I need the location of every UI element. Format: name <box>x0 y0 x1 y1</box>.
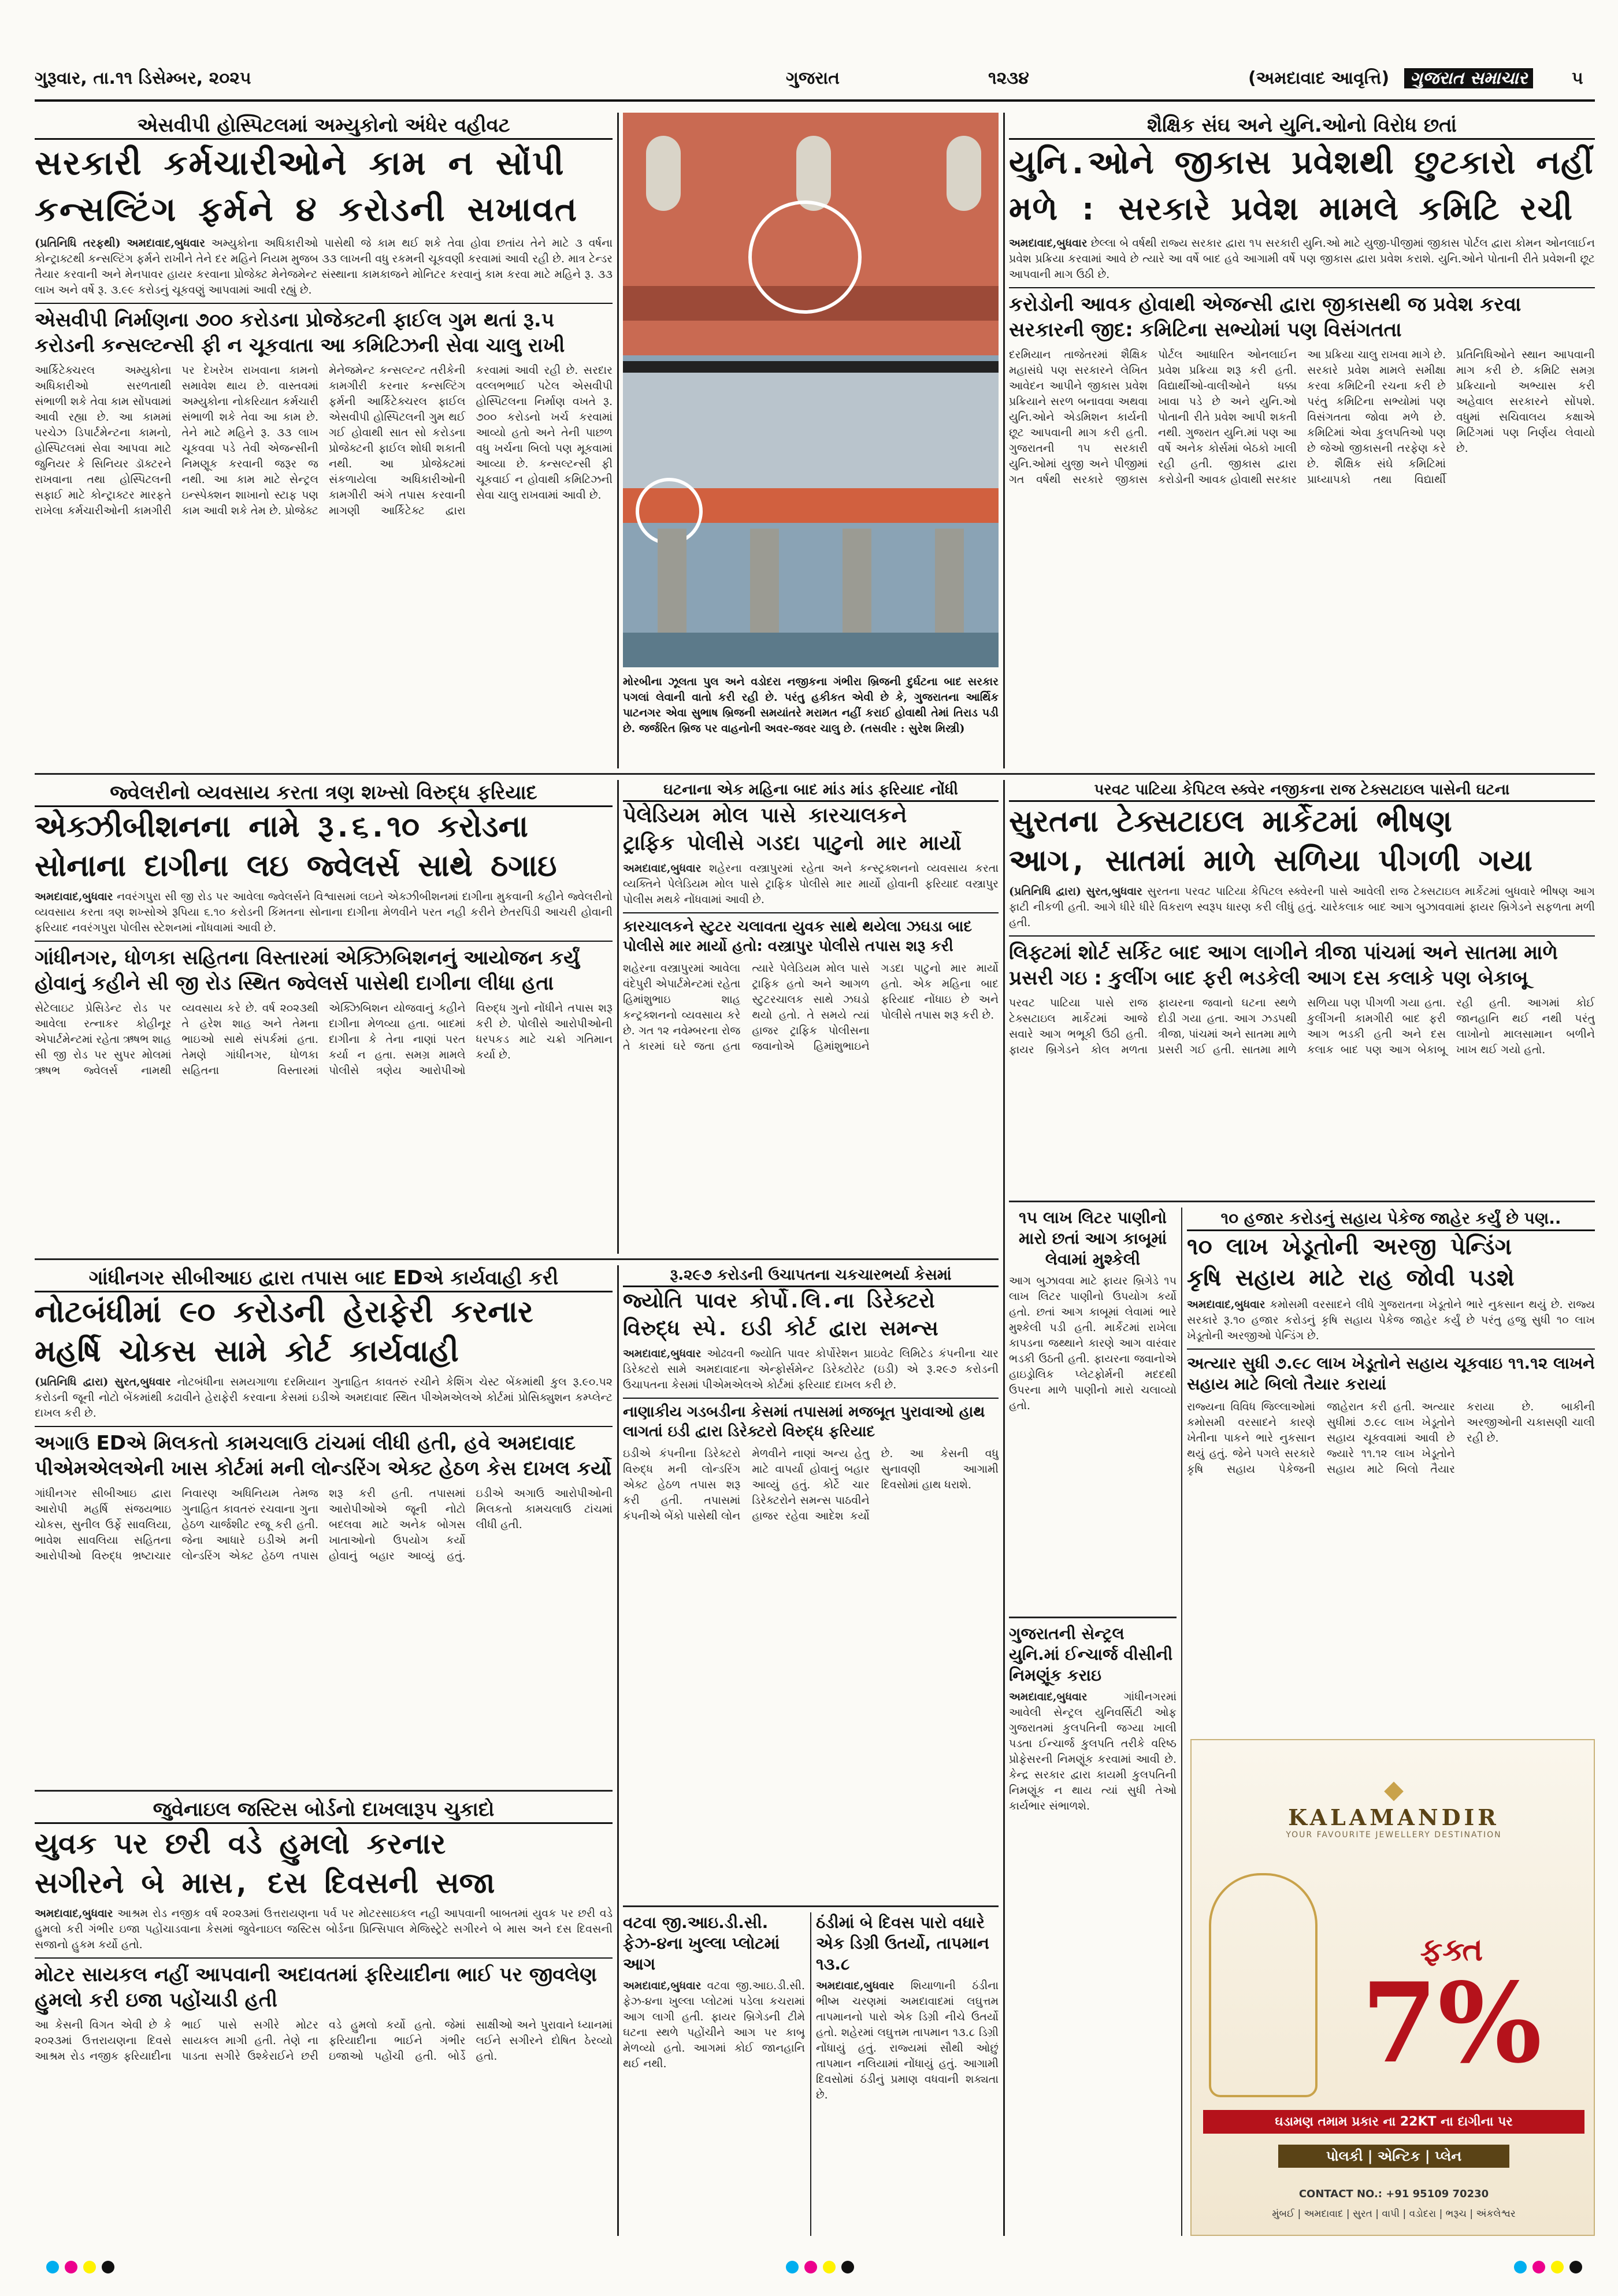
dateline: અમદાવાદ,બુધવાર <box>623 862 702 875</box>
ad-tagline: YOUR FAVOURITE JEWELLERY DESTINATION <box>1286 1830 1502 1840</box>
story-kicker: પરવટ પાટિયા કેપિટલ સ્ક્વેર નજીકના રાજ ટેક્સટાઇલ પાસેની ઘટના <box>1009 780 1595 802</box>
story-headline: યુનિ.ઓને જીકાસ પ્રવેશથી છુટકારો નહીં <box>1009 144 1594 181</box>
kalamandir-ad[interactable] <box>1190 1739 1595 2236</box>
section-rule <box>35 773 1595 775</box>
section-rule <box>623 1905 999 1907</box>
story-headline-2: કૃષિ સહાય માટે રાહ જોવી પડશે <box>1187 1265 1515 1291</box>
story-kicker: શૈક્ષિક સંઘ અને યુનિ.ઓનો વિરોધ છતાં <box>1009 113 1595 140</box>
story-kicker: ઘટનાના એક મહિના બાદ માંડ માંડ ફરિયાદ નોંધી <box>623 780 999 802</box>
column-rule <box>617 780 619 1254</box>
masthead-date: ગુરૂવાર, તા.૧૧ ડિસેમ્બર, ૨૦૨૫ <box>35 68 251 88</box>
story-body: આગ બુઝાવવા માટે ફાયર બ્રિગેડે ૧૫ લાખ લિટર પાણીનો ઉપયોગ કર્યો હતો. છતાં આગ કાબૂમાં લેવામાં ભારે મુશ્કેલી પડી હતી. માર્કેટમાં રાખેલા કાપડના જથ્થાને કારણે આગ વારંવાર ભડકી ઉઠતી હતી. ફાયરના જવાનોએ હાઇડ્રોલિક પ્લેટફોર્મની મદદથી ઉપરના માળે પાણીનો મારો ચલાવ્યો હતો. <box>1009 1275 1177 1412</box>
story-vatva-fire <box>623 1912 805 2236</box>
kalamandir-logo-icon: ◆ <box>1384 1775 1404 1804</box>
story-body: આર્કિટેક્ચરલ અમ્યુકોના અધિકારીઓ સરળતાથી સંભાળી શકે તેવા કામ સોંપવામાં આવી રહ્યા છે. આ કામમાં પરચેઝ ડિપાર્ટમેન્ટના કામનો, હોસ્પિટલમાં સેવા આપવા માટે જુનિયર કે સિનિયર ડૉક્ટરને રાખવાના તથા હોસ્પિટલની સફાઈ માટે કોન્ટ્રાક્ટર મારફતે રાખેલા કર્મચારીઓની કામગીરી પર દેખરેખ રાખવાના કામનો સમાવેશ થાય છે. વાસ્તવમાં અમ્યુકોના નોકરિયાત કર્મચારી સંભાળી શકે તેવા આ કામ છે. તેને માટે મહિને રૂ. ૩૩ લાખ ચૂકવવા પડે તેવી એજન્સીની નિમણૂક કરવાની જરૂર જ નથી. આ કામ માટે સેન્ટ્રલ ઇન્સ્પેક્શન શાખાનો સ્ટાફ પણ કામ આવી શકે તેમ છે. પ્રોજેક્ટ મેનેજમેન્ટ કન્સલ્ટન્ટ તરીકેની કામગીરી કરનાર કન્સલ્ટિંગ ફર્મની આર્કિટેક્ચરલ ફાઈલ એસવીપી હોસ્પિટલની ગુમ થઈ ગઈ હોવાથી સાત સો કરોડના પ્રોજેક્ટની ફાઈલ શોધી શકાતી નથી. આ પ્રોજેક્ટમાં સંકળાયેલા અધિકારીઓની કામગીરી અંગે તપાસ કરવાની માગણી આર્કિટેક્ટ દ્વારા કરવામાં આવી રહી છે. સરદાર વલ્લભભાઈ પટેલ એસવીપી હોસ્પિટલના નિર્માણ વખતે રૂ. ૭૦૦ કરોડનો ખર્ચ કરવામાં આવ્યો હતો અને તેની પાછળ વધુ ખર્ચના બિલો પણ મૂકવામાં આવ્યા છે. કન્સલ્ટન્સી ફી ચૂકવાઈ ન હોવાથી કમિટિઝની સેવા ચાલુ રાખવામાં આવી છે. <box>35 364 613 517</box>
story-headline-2: મળે : સરકારે પ્રવેશ મામલે કમિટિ રચી <box>1009 190 1574 228</box>
story-body: રાજ્યના વિવિધ જિલ્લાઓમાં કમોસમી વરસાદને કારણે ખેતીના પાકને ભારે નુકસાન થયું હતું. જેને પગલે સરકારે કૃષિ સહાય પેકેજની જાહેરાત કરી હતી. અત્યાર સુધીમાં ૭.૯૮ લાખ ખેડૂતોને સહાય ચૂકવવામાં આવી છે જ્યારે ૧૧.૧૨ લાખ ખેડૂતોને સહાય માટે બિલો તૈયાર કરાયા છે. બાકીની અરજીઓની ચકાસણી ચાલી રહી છે. <box>1187 1400 1595 1476</box>
story-headline-2: કન્સલ્ટિંગ ફર્મને ૪ કરોડની સખાવત <box>35 190 578 229</box>
story-headline-2: ટ્રાફિક પોલીસે ગડદા પાટુનો માર માર્યો <box>623 831 962 855</box>
story-headline: વટવા જી.આઇ.ડી.સી. ફેઝ-૪ના ખુલ્લા પ્લોટમાં આગ <box>623 1913 780 1974</box>
registration-dot-cyan <box>46 2261 59 2273</box>
story-kicker: જ્વેલરીનો વ્યવસાય કરતા ત્રણ શખ્સો વિરુદ્ધ ફરિયાદ <box>35 780 613 807</box>
dateline: અમદાવાદ,બુધવાર <box>1009 1691 1088 1703</box>
registration-dot-black <box>1569 2261 1582 2273</box>
registration-dot-magenta <box>1532 2261 1545 2273</box>
story-body: ગાંધીનગર સીબીઆઇ દ્વારા આરોપી મહર્ષિ સંજયભાઇ ચોકસ, સુનીલ ઉર્ફે સાવલિયા, ભાવેશ સાવલિયા સહિતના આરોપીઓ વિરુદ્ધ ભ્રષ્ટાચાર નિવારણ અધિનિયમ તેમજ ગુનાહિત કાવતરું રચવાના ગુના હેઠળ ચાર્જશીટ રજૂ કરી હતી. જેના આધારે ઇડીએ મની લોન્ડરિંગ એક્ટ હેઠળ તપાસ શરૂ કરી હતી. તપાસમાં આરોપીઓએ જૂની નોટો બદલવા માટે અનેક બોગસ ખાતાઓનો ઉપયોગ કર્યો હોવાનું બહાર આવ્યું હતું. ઇડીએ અગાઉ આરોપીઓની મિલકતો કામચલાઉ ટાંચમાં લીધી હતી. <box>35 1487 613 1562</box>
column-rule <box>617 1265 619 2236</box>
byline: (પ્રતિનિધિ દ્વારા) <box>1009 885 1081 898</box>
story-headline-2: સોનાના દાગીના લઇ જ્વેલર્સ સાથે ઠગાઇ <box>35 849 557 883</box>
story-headline: પેલેડિયમ મોલ પાસે કારચાલકને <box>623 804 907 827</box>
registration-dot-yellow <box>1551 2261 1564 2273</box>
ad-offer: 7% <box>1361 1959 1542 2087</box>
story-subhead: મોટર સાયકલ નહીં આપવાની અદાવતમાં ફરિયાદીના ભાઈ પર જીવલેણ હુમલો કરી ઇજા પહોંચાડી હતી <box>35 1957 613 2013</box>
photo-caption: મોરબીના ઝૂલતા પુલ અને વડોદરા નજીકના ગંભીરા બ્રિજની દુર્ઘટના બાદ સરકાર પગલાં લેવાની વાતો કરી રહી છે. પરંતુ હકીકત એવી છે કે, ગુજરાતના આર્થિક પાટનગર એવા સુભાષ બ્રિજની સમયાંતરે મરામત નહીં કરાઈ હોવાથી તેમાં તિરાડ પડી છે. જર્જરિત બ્રિજ પર વાહનોની અવર-જવર ચાલુ છે. (તસવીર : સુરેશ મિસ્ત્રી) <box>623 675 999 735</box>
story-intro: નવરંગપુરા સી જી રોડ પર આવેલા જ્વેલર્સને વિશ્વાસમાં લઇને એક્ઝીબીશનમાં દાગીના મુકવાની કહીને જ્વેલરીનો વ્યવસાય કરતા ત્રણ શખ્સોએ રૂપિયા ૬.૧૦ કરોડની કિંમતના સોનાના દાગીના મેળવીને પરત નહી કરીને છેતરપિંડી આચરી હોવાની ફરિયાદ નવરંગપુરા પોલીસ સ્ટેશનમાં નોંધવામાં આવી છે. <box>35 890 613 934</box>
story-subhead: કરોડોની આવક હોવાથી એજન્સી દ્વારા જીકાસથી જ પ્રવેશ કરવા સરકારની જીદ: કમિટિના સભ્યોમાં પણ વિસંગતતા <box>1009 287 1595 343</box>
column-rule <box>810 1912 811 2236</box>
story-headline: એક્ઝીબીશનના નામે રૂ.૬.૧૦ કરોડના <box>35 809 528 844</box>
ad-contact[interactable]: CONTACT NO.: +91 95109 70230 <box>1298 2188 1489 2200</box>
story-body: આ કેસની વિગત એવી છે કે ૨૦૨૩માં ઉત્તરાયણના દિવસે આશ્રમ રોડ નજીક ફરિયાદીના ભાઈ પાસે સગીરે મોટર સાયકલ માગી હતી. તેણે ના પાડતા સગીરે ઉશ્કેરાઈને છરી વડે હુમલો કર્યો હતો. જેમાં ફરિયાદીના ભાઈને ગંભીર ઇજાઓ પહોંચી હતી. બોર્ડે સાક્ષીઓ અને પુરાવાને ધ્યાનમાં લઈને સગીરને દોષિત ઠેરવ્યો હતો. <box>35 2019 613 2063</box>
dateline: સુરત,બુધવાર <box>1086 885 1142 898</box>
ad-offer-line: ઘડામણ તમામ પ્રકાર ના 22KT ના દાગીના પર <box>1203 2110 1584 2134</box>
story-body: શિયાળાની ઠંડીના ભીષ્મ ચરણમાં અમદાવાદમાં લઘુત્તમ તાપમાનનો પારો એક ડિગ્રી નીચે ઉતર્યો હતો. શહેરમાં લઘુત્તમ તાપમાન ૧૩.૮ ડિગ્રી નોંધાયું હતું. રાજ્યમાં સૌથી ઓછું તાપમાન નલિયામાં નોંધાયું હતું. આગામી દિવસોમાં ઠંડીનું પ્રમાણ વધવાની શક્યતા છે. <box>816 1979 999 2101</box>
story-palladium-police <box>623 780 999 1254</box>
column-rule <box>1181 1208 1182 2236</box>
story-headline: સુરતના ટેક્સટાઇલ માર્કેટમાં ભીષણ <box>1009 804 1452 839</box>
column-rule <box>1003 113 1005 768</box>
story-body: વટવા જી.આઇ.ડી.સી. ફેઝ-૪ના ખુલ્લા પ્લોટમાં પડેલા કચરામાં આગ લાગી હતી. ફાયર બ્રિગેડની ટીમે ઘટના સ્થળે પહોંચીને આગ પર કાબૂ મેળવ્યો હતો. આગમાં કોઈ જાનહાનિ થઈ નથી. <box>623 1979 805 2070</box>
story-headline-2: મહર્ષિ ચોકસ સામે કોર્ટ કાર્યવાહી <box>35 1334 459 1369</box>
bridge-photo-block <box>623 113 999 768</box>
story-headline: ૧૦ લાખ ખેડૂતોની અરજી પેન્ડિંગ <box>1187 1234 1512 1260</box>
story-intro: કમોસમી વરસાદને લીધે ગુજરાતના ખેડૂતોને ભારે નુકસાન થયું છે. રાજ્ય સરકારે રૂ.૧૦ હજાર કરોડનું કૃષિ સહાય પેકેજ જાહેર કર્યું છે પરંતુ હજુ સુધી ૧૦ લાખ ખેડૂતોની અરજીઓ પેન્ડિંગ છે. <box>1187 1298 1595 1342</box>
story-svp-hospital <box>35 113 613 768</box>
story-farmers-relief <box>1187 1208 1595 1727</box>
ad-branches: મુંબઈ | અમદાવાદ | સુરત | વાપી | વડોદરા | ભરૂચ | અંકલેશ્વર <box>1272 2208 1516 2220</box>
story-headline: જ્યોતિ પાવર કોર્પો.લિ.ના ડિરેક્ટરો <box>623 1289 935 1313</box>
dateline: અમદાવાદ,બુધવાર <box>816 1979 895 1992</box>
registration-dot-cyan <box>1514 2261 1527 2273</box>
story-subhead: અત્યાર સુધી ૭.૯૮ લાખ ખેડૂતોને સહાય ચૂકવાઇ ૧૧.૧૨ લાખને સહાય માટે બિલો તૈયાર કરાયાં <box>1187 1348 1595 1395</box>
dateline: સુરત,બુધવાર <box>114 1376 171 1388</box>
registration-dot-black <box>102 2261 114 2273</box>
masthead-rule <box>35 99 1595 102</box>
dateline: અમદાવાદ,બુધવાર <box>623 1979 702 1992</box>
story-jewellers-fraud <box>35 780 613 1254</box>
story-headline: ૧૫ લાખ લિટર પાણીનો મારો છતાં આગ કાબૂમાં લેવામાં મુશ્કેલી <box>1018 1208 1167 1269</box>
story-intro: આશ્રમ રોડ નજીક વર્ષ ૨૦૨૩માં ઉત્તરાયણના પર્વ પર મોટરસાઇકલ નહી આપવાની બાબતમાં યુવક પર છરી વડે હુમલો કરી ગંભીર ઇજા પહોંચાડવાના કેસમાં જુવેનાઇલ જસ્ટિસ બોર્ડના પ્રિન્સિપાલ મેજિસ્ટ્રેટે સગીરને બે માસ અને દસ દિવસની સજાનો હુકમ કર્યો હતો. <box>35 1907 613 1951</box>
story-body: સેટેલાઇટ પ્રેસિડેન્ટ રોડ પર આવેલા રત્નાકર કોહીનૂર એપાર્ટમેન્ટમાં રહેતા ઋષભ શાહ સી જી રોડ પર સુપર મોલમાં ઋષભ જ્વેલર્સ નામથી વ્યવસાય કરે છે. વર્ષ ૨૦૨૩થી તે હરેશ શાહ અને તેમના ભાઇઓ સાથે સંપર્કમાં હતા. તેમણે ગાંધીનગર, ધોળકા સહિતના વિસ્તારમાં એક્ઝિબિશન યોજવાનું કહીને દાગીના મેળવ્યા હતા. બાદમાં દાગીના કે તેના નાણાં પરત કર્યા ન હતા. સમગ્ર મામલે પોલીસે ત્રણેય આરોપીઓ વિરુદ્ધ ગુનો નોંધીને તપાસ શરૂ કરી છે. પોલીસે આરોપીઓની ધરપકડ માટે ચક્રો ગતિમાન કર્યા છે. <box>35 1002 613 1077</box>
masthead-edition: (અમદાવાદ આવૃત્તિ) <box>1248 68 1390 88</box>
story-juvenile-verdict <box>35 1797 613 2236</box>
ad-categories: પોલકી | એન્ટિક | પ્લેન <box>1278 2145 1509 2168</box>
section-rule <box>35 1258 999 1260</box>
registration-dot-yellow <box>83 2261 96 2273</box>
story-jyoti-power <box>623 1265 999 1901</box>
story-headline: સરકારી કર્મચારીઓને કામ ન સોંપી <box>35 143 565 183</box>
story-kicker: રૂ.૨૯૭ કરોડની ઉચાપતના ચકચારભર્યા કેસમાં <box>623 1265 999 1287</box>
column-rule <box>617 113 619 768</box>
registration-dot-cyan <box>786 2261 799 2273</box>
story-body: ઇડીએ કંપનીના ડિરેક્ટરો વિરુદ્ધ મની લોન્ડરિંગ એક્ટ હેઠળ તપાસ શરૂ કરી હતી. તપાસમાં કંપનીએ બેંકો પાસેથી લોન મેળવીને નાણાં અન્ય હેતુ માટે વાપર્યા હોવાનું બહાર આવ્યું હતું. કોર્ટે ચાર ડિરેક્ટરોને સમન્સ પાઠવીને હાજર રહેવા આદેશ કર્યો છે. આ કેસની વધુ સુનાવણી આગામી દિવસોમાં હાથ ધરાશે. <box>623 1447 999 1522</box>
story-intro: સુરતના પરવટ પાટિયા કેપિટલ સ્ક્વેરની પાસે આવેલી રાજ ટેક્સટાઇલ માર્કેટમાં બુધવારે ભીષણ આગ ફાટી નીકળી હતી. આગે ધીરે ધીરે વિકરાળ સ્વરૂપ ધારણ કરી લીધું હતું. ચારેકલાક બાદ આગ બુઝાવવામાં ફાયર બ્રિગેડને સફળતા મળી હતી. <box>1009 885 1595 929</box>
story-ed-notebandhi <box>35 1265 613 1785</box>
dateline: અમદાવાદ,બુધવાર <box>623 1347 702 1360</box>
dateline: અમદાવાદ,બુધવાર <box>35 1907 113 1920</box>
story-intro: અમ્યુકોના અધિકારીઓ પાસેથી જે કામ થઈ શકે તેવા હોવા છતાંય તેને માટે ૩ વર્ષના કોન્ટ્રાક્ટથી કન્સલ્ટિંગ ફર્મને રાખીને તેને દર મહિને નિયમ મુજબ ૩૩ લાખની વધુ રકમની ચૂકવણી કરવામાં આવી રહી છે. માત્ર ટેન્ડર તૈયાર કરવાની અને મેનપાવર હાયર કરવાના પ્રોજેક્ટ મેનેજમેન્ટ સંસ્થાના કામકાજને મોનિટર કરવાનું કામ કરવા માટે મહિને રૂ. ૩૩ લાખ અને વર્ષે રૂ. ૩.૯૯ કરોડનું ચૂકવણું આપવામાં આવી રહ્યું છે. <box>35 237 613 296</box>
story-subhead: અગાઉ EDએ મિલકતો કામચલાઉ ટાંચમાં લીધી હતી, હવે અમદાવાદ પીએમએલએની ખાસ કોર્ટમાં મની લોન્ડરિંગ એક્ટ હેઠળ કેસ દાખલ કર્યો <box>35 1426 613 1481</box>
story-kicker: એસવીપી હોસ્પિટલમાં અમ્યુકોનો અંધેર વહીવટ <box>35 113 613 140</box>
column-rule <box>1003 1201 1005 2236</box>
story-headline: ગુજરાતની સેન્ટ્રલ યુનિ.માં ઈન્ચાર્જ વીસીની નિમણૂંક કરાઇ <box>1009 1624 1173 1685</box>
story-gcas-admission <box>1009 113 1595 768</box>
ad-brand: KALAMANDIR <box>1288 1804 1500 1830</box>
story-kicker: જુવેનાઇલ જસ્ટિસ બોર્ડનો દાખલારૂપ ચુકાદો <box>35 1797 613 1824</box>
dateline: અમદાવાદ,બુધવાર <box>127 237 205 250</box>
story-headline-2: વિરુદ્ધ સ્પે. ઇડી કોર્ટ દ્વારા સમન્સ <box>623 1317 938 1340</box>
section-rule <box>1009 1617 1177 1618</box>
story-intro: છેલ્લા બે વર્ષથી રાજ્ય સરકાર દ્વારા ૧૫ સરકારી યુનિ.ઓ માટે યુજી-પીજીમાં જીકાસ પોર્ટલ દ્વારા કોમન ઓનલાઈન પ્રવેશ પ્રક્રિયા કરવામાં આવે છે ત્યારે આ વર્ષે બાદ હવે આગામી વર્ષે પણ જીકાસ દ્વારા પ્રવેશ કરાશે. યુનિ.ઓને પોતાની રીતે પ્રવેશની છૂટ આપવાની માગ ઉઠી છે. <box>1009 237 1595 281</box>
story-headline: ઠંડીમાં બે દિવસ પારો વધારે એક ડિગ્રી ઉતર્યો, તાપમાન ૧૩.૮ <box>816 1913 989 1974</box>
story-headline-2: સગીરને બે માસ, દસ દિવસની સજા <box>35 1866 495 1900</box>
page-number: ૫ <box>1572 68 1583 88</box>
registration-marks <box>35 2256 1595 2279</box>
section-rule <box>1009 1201 1595 1202</box>
section-rule <box>35 1790 613 1792</box>
story-kicker: ગાંધીનગર સીબીઆઇ દ્વારા તપાસ બાદ EDએ કાર્યવાહી કરી <box>35 1265 613 1292</box>
masthead <box>35 64 1595 96</box>
dateline: અમદાવાદ,બુધવાર <box>1009 237 1088 250</box>
story-subhead: લિફ્ટમાં શોર્ટ સર્કિટ બાદ આગ લાગીને ત્રીજા પાંચમાં અને સાતમા માળે પ્રસરી ગઇ : કુલીંગ બાદ ફરી ભડકેલી આગ દસ કલાકે પણ બેકાબૂ <box>1009 935 1595 991</box>
story-body: શહેરના વસ્ત્રાપુરમાં આવેલા વંદેપુરી એપાર્ટમેન્ટમાં રહેતા હિમાંશુભાઇ શાહ કન્ટ્રક્શનનો વ્યવસાય કરે છે. ગત ૧૨ નવેમ્બરના રોજ તે કારમાં ઘરે જતા હતા ત્યારે પેલેડિયમ મોલ પાસે ટ્રાફિક હતો અને આગળ સ્ટુટરચાલક સાથે ઝઘડો થયો હતો. તે સમયે ત્યાં હાજર ટ્રાફિક પોલીસના જવાનોએ હિમાંશુભાઇને ગડદા પાટુનો માર માર્યો હતો. એક મહિના બાદ ફરિયાદ નોંધાઇ છે અને પોલીસે તપાસ શરૂ કરી છે. <box>623 962 999 1053</box>
story-body: પરવટ પાટિયા પાસે રાજ ટેક્સટાઇલ માર્કેટમાં આજે સવારે આગ ભભૂકી ઉઠી હતી. ફાયર બ્રિગેડને કોલ મળતા ફાયરના જવાનો ઘટના સ્થળે દોડી ગયા હતા. આગ ઝડપથી ત્રીજા, પાંચમાં અને સાતમા માળે પ્રસરી ગઈ હતી. સાતમા માળે સળિયા પણ પીગળી ગયા હતા. કુલીંગની કામગીરી બાદ ફરી આગ ભડકી હતી અને દસ કલાક બાદ પણ આગ બેકાબૂ રહી હતી. આગમાં કોઈ જાનહાનિ થઈ નથી પરંતુ લાખોનો માલસામાન બળીને ખાખ થઈ ગયો હતો. <box>1009 997 1595 1056</box>
jewellery-necklace-icon <box>1209 1873 1318 2097</box>
story-body: દરમિયાન તાજેતરમાં શૈક્ષિક મહાસંઘે પણ સરકારને લેખિત આવેદન આપીને જીકાસ પ્રવેશ પ્રક્રિયાને સરળ બનાવવા અથવા યુનિ.ઓને એડમિશન કાર્યની છૂટ આપવાની માગ કરી હતી. ગુજરાતની ૧૫ સરકારી યુનિ.ઓમાં યુજી અને પીજીમાં ગત વર્ષથી સરકારે જીકાસ પોર્ટલ આધારિત ઓનલાઈન પ્રવેશ પ્રક્રિયા શરૂ કરી હતી. વિદ્યાર્થીઓ-વાલીઓને ધક્કા ખાવા પડે છે અને યુનિ.ઓ પોતાની રીતે પ્રવેશ આપી શકતી નથી. ગુજરાત યુનિ.માં પણ આ વર્ષે અનેક કોર્સમાં બેઠકો ખાલી રહી હતી. જીકાસ દ્વારા કરોડોની આવક હોવાથી સરકાર આ પ્રક્રિયા ચાલુ રાખવા માગે છે. સરકારે પ્રવેશ મામલે સમીક્ષા કરવા કમિટિની રચના કરી છે પરંતુ કમિટિના સભ્યોમાં પણ વિસંગતતા જોવા મળે છે. કમિટિમાં એવા કુલપતિઓ પણ છે જેઓ જીકાસની તરફેણ કરે છે. શૈક્ષિક સંઘે કમિટિમાં પ્રાધ્યાપકો તથા વિદ્યાર્થી પ્રતિનિધિઓને સ્થાન આપવાની માગ કરી છે. કમિટિ સમગ્ર પ્રક્રિયાનો અભ્યાસ કરી અહેવાલ સરકારને સોંપશે. વધુમાં સચિવાલય કક્ષાએ મિટિંગમાં પણ નિર્ણય લેવાયો છે. <box>1009 348 1595 486</box>
story-body: ગાંધીનગરમાં આવેલી સેન્ટ્રલ યુનિવર્સિટી ઓફ ગુજરાતમાં કુલપતિની જગ્યા ખાલી પડતા ઈન્ચાર્જ કુલપતિ તરીકે વરિષ્ઠ પ્રોફેસરની નિમણૂંક કરવામાં આવી છે. કેન્દ્ર સરકાર દ્વારા કાયમી કુલપતિની નિમણૂંક ન થાય ત્યાં સુધી તેઓ કાર્યભાર સંભાળશે. <box>1009 1691 1177 1812</box>
story-headline-2: આગ, સાતમાં માળે સળિયા પીગળી ગયા <box>1009 844 1532 878</box>
dateline: અમદાવાદ,બુધવાર <box>35 890 113 903</box>
registration-dot-magenta <box>804 2261 817 2273</box>
story-cold-weather <box>816 1912 999 2236</box>
story-headline: યુવક પર છરી વડે હુમલો કરનાર <box>35 1827 446 1860</box>
story-subhead: કારચાલકને સ્ટુટર ચલાવતા યુવક સાથે થયેલા ઝઘડા બાદ પોલીસે માર માર્યો હતો: વસ્ત્રાપુર પોલીસે તપાસ શરૂ કરી <box>623 912 999 956</box>
column-rule <box>1003 780 1005 1254</box>
story-intro: નોટબંધીના સમયગાળા દરમિયાન ગુનાહિત કાવતરું રચીને કેશિંગ ચેસ્ટ બેંકમાંથી કુલ રૂ.૯૦.૫૨ કરોડની જૂની નોટો બેંકમાંથી કઢાવીને હેરાફેરી કરવાના કેસમાં ઇડીએ અમદાવાદ સ્થિત પીએમએલએ કોર્ટમાં પ્રોસિક્યુશન કમ્પ્લેન્ટ દાખલ કરી છે. <box>35 1376 613 1420</box>
registration-dot-magenta <box>65 2261 77 2273</box>
story-subhead: એસવીપી નિર્માણના ૭૦૦ કરોડના પ્રોજેક્ટની ફાઈલ ગુમ થતાં રૂ.૫ કરોડની કન્સલ્ટન્સી ફી ન ચૂકવાતા આ કમિટિઝની સેવા ચાલુ રાખી <box>35 303 613 358</box>
ad-offer-prefix: ફક્ત <box>1420 1931 1483 1968</box>
registration-dot-black <box>841 2261 854 2273</box>
byline: (પ્રતિનિધિ તરફથી) <box>35 237 121 250</box>
masthead-section: ગુજરાત <box>786 68 840 88</box>
dateline: અમદાવાદ,બુધવાર <box>1187 1298 1266 1311</box>
story-headline: નોટબંધીમાં ૯૦ કરોડની હેરાફેરી કરનાર <box>35 1295 533 1329</box>
masthead-code: ૧૨૩૪ <box>988 68 1029 88</box>
registration-dot-yellow <box>823 2261 836 2273</box>
story-water-spray <box>1009 1208 1177 1612</box>
story-surat-textile-fire <box>1009 780 1595 1196</box>
story-kicker: ૧૦ હજાર કરોડનું સહાય પેકેજ જાહેર કર્યું છે પણ.. <box>1187 1208 1595 1231</box>
bridge-photo <box>623 113 999 667</box>
story-intro: શહેરના વસ્ત્રાપુરમાં રહેતા અને કન્સ્ટ્રક્શનનો વ્યવસાય કરતા વ્યક્તિને પેલેડિયમ મોલ પાસે ટ્રાફિક પોલીસે માર માર્યો હોવાની ફરિયાદ વસ્ત્રાપુર પોલીસ મથકે નોંધવામાં આવી છે. <box>623 862 999 906</box>
paper-logo: ગુજરાત સમાચાર <box>1404 68 1533 88</box>
byline: (પ્રતિનિધિ દ્વારા) <box>35 1376 109 1388</box>
story-subhead: નાણાકીય ગડબડીના કેસમાં તપાસમાં મજબૂત પુરાવાઓ હાથ લાગતાં ઇડી દ્વારા ડિરેક્ટરો વિરુદ્ધ ફરિયાદ <box>623 1398 999 1441</box>
story-central-university <box>1009 1623 1177 2236</box>
story-subhead: ગાંધીનગર, ધોળકા સહિતના વિસ્તારમાં એક્ઝિબિશનનું આયોજન કર્યું હોવાનું કહીને સી જી રોડ સ્થિત જ્વેલર્સ પાસેથી દાગીના લીધા હતા <box>35 941 613 996</box>
story-intro: ઓઢવની જ્યોતિ પાવર કોર્પોરેશન પ્રાઇવેટ લિમિટેડ કંપનીના ચાર ડિરેક્ટરો સામે અમદાવાદના એન્ફોર્સમેન્ટ ડિરેક્ટોરેટ (ઇડી) એ રૂ.૨૯૭ કરોડની ઉચાપતના કેસમાં પીએમએલએ કોર્ટમાં ફરિયાદ દાખલ કરી છે. <box>623 1347 999 1391</box>
